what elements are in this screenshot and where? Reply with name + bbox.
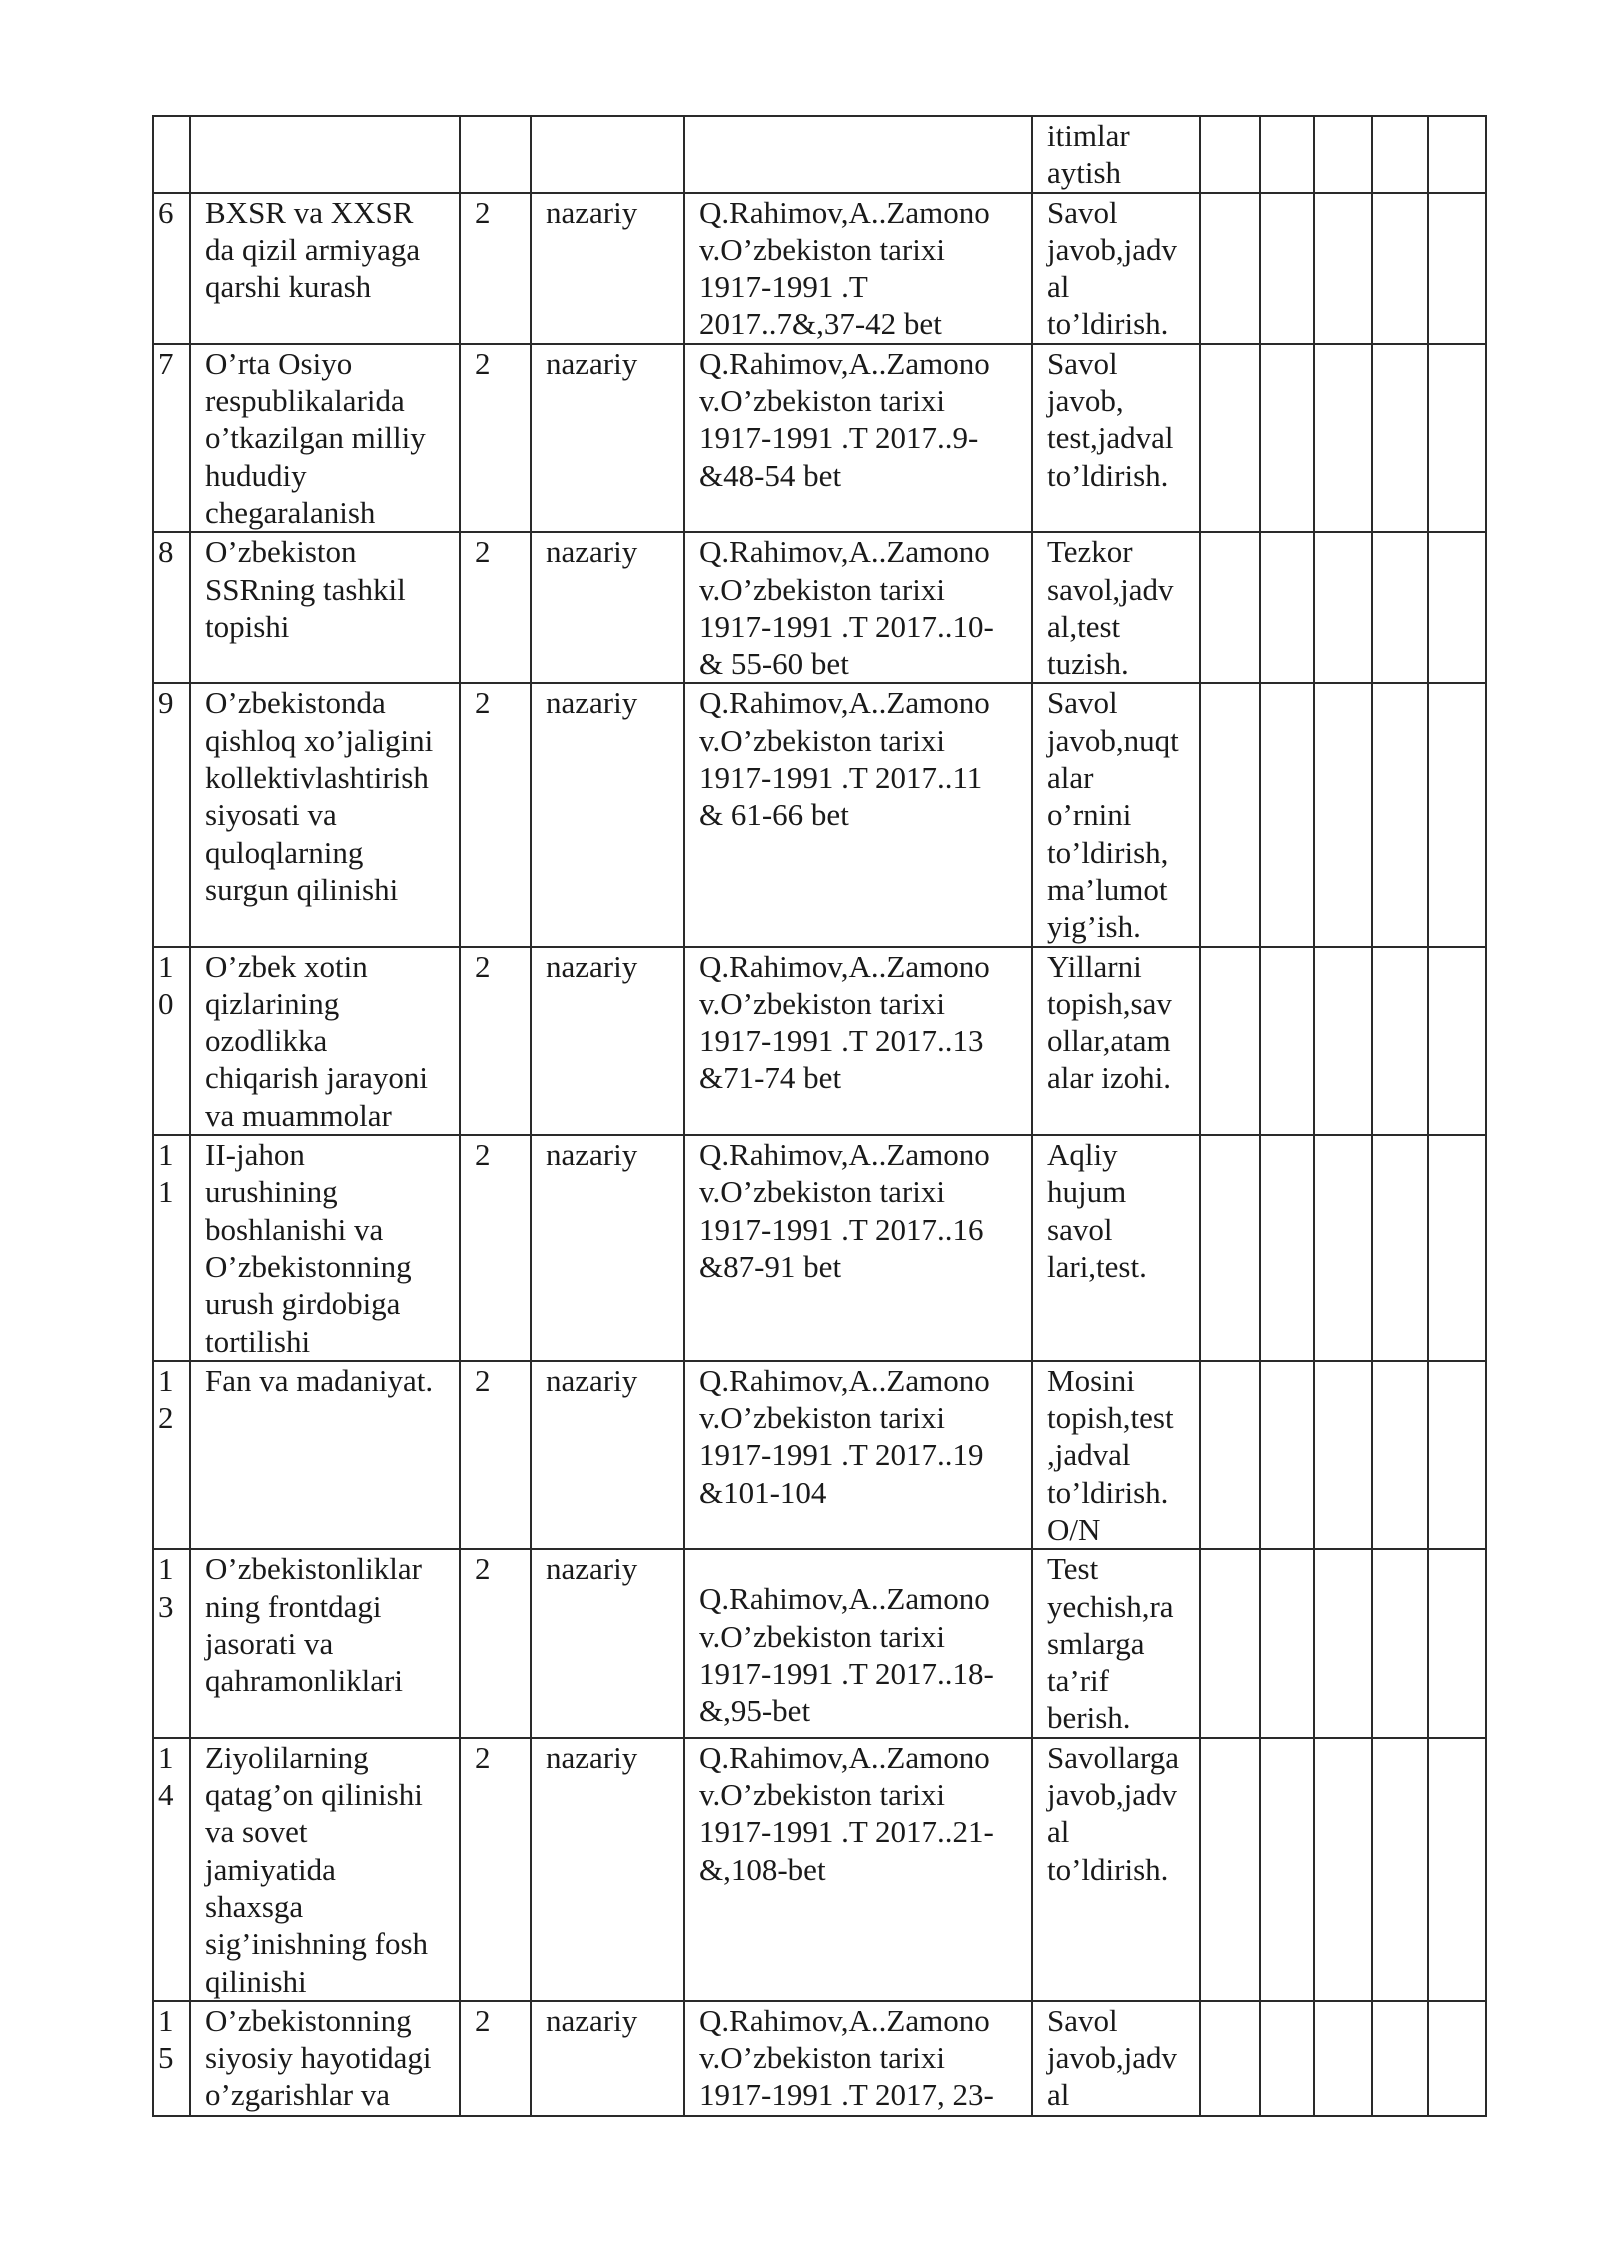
hours-cell-text: 2 bbox=[475, 2002, 491, 2038]
method-cell-text: itimlar aytish bbox=[1047, 118, 1130, 191]
empty-cell bbox=[1200, 683, 1260, 946]
lesson-type-cell-text: nazariy bbox=[546, 1551, 638, 1587]
empty-cell bbox=[1314, 1361, 1372, 1549]
row-number-text: 7 bbox=[158, 345, 174, 381]
method-cell-text: Tezkor savol,jadv al,test tuzish. bbox=[1047, 534, 1174, 682]
source-cell bbox=[684, 1135, 1032, 1361]
empty-cell bbox=[1314, 116, 1372, 193]
row-number-text: 1 4 bbox=[158, 1739, 174, 1813]
row-number-text: 1 1 bbox=[158, 1137, 174, 1210]
hours-cell bbox=[460, 2001, 531, 2116]
hours-cell-text: 2 bbox=[475, 1739, 491, 1775]
hours-cell bbox=[460, 1549, 531, 1737]
source-cell bbox=[684, 532, 1032, 683]
method-cell bbox=[1032, 1549, 1200, 1737]
empty-cell bbox=[1372, 683, 1428, 946]
table-row bbox=[153, 532, 1486, 683]
empty-cell bbox=[1314, 1738, 1372, 2001]
method-cell-text: Aqliy hujum savol lari,test. bbox=[1047, 1137, 1147, 1284]
topic-cell-text: O’rta Osiyo respublikalarida o’tkazilgan milliy hududiy chegaralanish bbox=[205, 345, 426, 530]
hours-cell-text: 2 bbox=[475, 948, 491, 984]
lesson-type-cell bbox=[531, 344, 684, 532]
lesson-type-cell bbox=[531, 116, 684, 193]
row-number bbox=[153, 1361, 190, 1549]
row-number bbox=[153, 116, 190, 193]
topic-cell-text: O’zbekistonda qishloq xo’jaligini kollektivlashtirish siyosati va quloqlarning surgun qilinishi bbox=[205, 685, 434, 907]
table-row bbox=[153, 683, 1486, 946]
row-number-text: 6 bbox=[158, 194, 174, 230]
row-number-text: 1 2 bbox=[158, 1362, 174, 1436]
source-cell-text: Q.Rahimov,A..Zamono v.O’zbekiston tarixi 1917-1991 .T 2017..19 &101-104 bbox=[699, 1362, 990, 1510]
row-number bbox=[153, 947, 190, 1135]
empty-cell bbox=[1428, 532, 1486, 683]
empty-cell bbox=[1314, 1549, 1372, 1737]
table-row bbox=[153, 116, 1486, 193]
empty-cell bbox=[1200, 344, 1260, 532]
table-row bbox=[153, 193, 1486, 344]
empty-cell bbox=[1428, 683, 1486, 946]
empty-cell bbox=[1200, 2001, 1260, 2116]
source-cell-text: Q.Rahimov,A..Zamono v.O’zbekiston tarixi 1917-1991 .T 2017, 23- bbox=[699, 2002, 994, 2113]
lesson-type-cell-text: nazariy bbox=[546, 345, 638, 381]
topic-cell bbox=[190, 344, 460, 532]
hours-cell-text: 2 bbox=[475, 685, 491, 721]
method-cell-text: Savol javob,jadv al bbox=[1047, 2002, 1177, 2113]
hours-cell-text: 2 bbox=[475, 345, 491, 381]
empty-cell bbox=[1260, 947, 1314, 1135]
method-cell bbox=[1032, 1361, 1200, 1549]
table-row bbox=[153, 2001, 1486, 2116]
empty-cell bbox=[1428, 1135, 1486, 1361]
source-cell bbox=[684, 344, 1032, 532]
hours-cell bbox=[460, 1738, 531, 2001]
source-cell bbox=[684, 947, 1032, 1135]
empty-cell bbox=[1314, 193, 1372, 344]
empty-cell bbox=[1428, 947, 1486, 1135]
method-cell bbox=[1032, 2001, 1200, 2116]
empty-cell bbox=[1372, 1135, 1428, 1361]
empty-cell bbox=[1314, 947, 1372, 1135]
empty-cell bbox=[1200, 116, 1260, 193]
topic-cell bbox=[190, 947, 460, 1135]
lesson-type-cell-text: nazariy bbox=[546, 1362, 638, 1398]
empty-cell bbox=[1372, 344, 1428, 532]
lesson-type-cell-text: nazariy bbox=[546, 194, 638, 230]
lesson-type-cell bbox=[531, 947, 684, 1135]
source-cell bbox=[684, 116, 1032, 193]
source-cell-text: Q.Rahimov,A..Zamono v.O’zbekiston tarixi 1917-1991 .T 2017..18- &,95-bet bbox=[699, 1581, 994, 1729]
lesson-type-cell bbox=[531, 532, 684, 683]
row-number bbox=[153, 1549, 190, 1737]
topic-cell bbox=[190, 1738, 460, 2001]
empty-cell bbox=[1260, 1738, 1314, 2001]
hours-cell bbox=[460, 947, 531, 1135]
lesson-type-cell bbox=[531, 2001, 684, 2116]
lesson-type-cell bbox=[531, 1549, 684, 1737]
hours-cell-text: 2 bbox=[475, 1137, 491, 1173]
empty-cell bbox=[1260, 1549, 1314, 1737]
source-cell-text: Q.Rahimov,A..Zamono v.O’zbekiston tarixi 1917-1991 .T 2017..7&,37-42 bet bbox=[699, 194, 990, 342]
hours-cell-text: 2 bbox=[475, 1551, 491, 1587]
lesson-plan-table bbox=[152, 115, 1487, 2117]
empty-cell bbox=[1372, 193, 1428, 344]
row-number bbox=[153, 532, 190, 683]
topic-cell-text: O’zbekiston SSRning tashkil topishi bbox=[205, 534, 406, 644]
method-cell-text: Test yechish,ra smlarga ta’rif berish. bbox=[1047, 1551, 1174, 1736]
method-cell-text: Yillarni topish,sav ollar,atam alar izohi. bbox=[1047, 948, 1172, 1096]
topic-cell-text: O’zbek xotin qizlarining ozodlikka chiqarish jarayoni va muammolar bbox=[205, 948, 428, 1133]
topic-cell-text: O’zbekistonning siyosiy hayotidagi o’zgarishlar va bbox=[205, 2002, 432, 2113]
hours-cell bbox=[460, 1135, 531, 1361]
lesson-type-cell bbox=[531, 1738, 684, 2001]
row-number-text: 1 3 bbox=[158, 1551, 174, 1624]
topic-cell bbox=[190, 193, 460, 344]
empty-cell bbox=[1314, 532, 1372, 683]
empty-cell bbox=[1372, 532, 1428, 683]
empty-cell bbox=[1200, 947, 1260, 1135]
table-row bbox=[153, 947, 1486, 1135]
source-cell-text: Q.Rahimov,A..Zamono v.O’zbekiston tarixi 1917-1991 .T 2017..21- &,108-bet bbox=[699, 1739, 994, 1887]
empty-cell bbox=[1428, 2001, 1486, 2116]
empty-cell bbox=[1200, 1549, 1260, 1737]
method-cell bbox=[1032, 1135, 1200, 1361]
empty-cell bbox=[1314, 2001, 1372, 2116]
lesson-type-cell-text: nazariy bbox=[546, 1137, 638, 1173]
hours-cell bbox=[460, 116, 531, 193]
table-row bbox=[153, 1361, 1486, 1549]
source-cell bbox=[684, 193, 1032, 344]
empty-cell bbox=[1372, 116, 1428, 193]
row-number bbox=[153, 193, 190, 344]
topic-cell bbox=[190, 1135, 460, 1361]
row-number bbox=[153, 1135, 190, 1361]
source-cell bbox=[684, 1361, 1032, 1549]
row-number bbox=[153, 344, 190, 532]
topic-cell-text: II-jahon urushining boshlanishi va O’zbekistonning urush girdobiga tortilishi bbox=[205, 1137, 412, 1359]
row-number-text: 1 5 bbox=[158, 2002, 174, 2076]
lesson-type-cell-text: nazariy bbox=[546, 534, 638, 570]
hours-cell bbox=[460, 1361, 531, 1549]
empty-cell bbox=[1372, 1738, 1428, 2001]
empty-cell bbox=[1260, 683, 1314, 946]
topic-cell-text: BXSR va XXSR da qizil armiyaga qarshi kurash bbox=[205, 194, 421, 305]
topic-cell-text: Ziyolilarning qatag’on qilinishi va sovet jamiyatida shaxsga sig’inishning fosh qilinishi bbox=[205, 1739, 429, 1999]
method-cell bbox=[1032, 116, 1200, 193]
empty-cell bbox=[1428, 116, 1486, 193]
row-number bbox=[153, 1738, 190, 2001]
hours-cell bbox=[460, 683, 531, 946]
row-number-text: 9 bbox=[158, 685, 174, 721]
topic-cell bbox=[190, 532, 460, 683]
empty-cell bbox=[1428, 1549, 1486, 1737]
method-cell bbox=[1032, 193, 1200, 344]
lesson-type-cell-text: nazariy bbox=[546, 948, 638, 984]
lesson-type-cell-text: nazariy bbox=[546, 685, 638, 721]
hours-cell-text: 2 bbox=[475, 1362, 491, 1398]
method-cell bbox=[1032, 344, 1200, 532]
source-cell-text: Q.Rahimov,A..Zamono v.O’zbekiston tarixi 1917-1991 .T 2017..11 & 61-66 bet bbox=[699, 685, 990, 833]
topic-cell bbox=[190, 1549, 460, 1737]
method-cell-text: Savol javob, test,jadval to’ldirish. bbox=[1047, 345, 1174, 493]
empty-cell bbox=[1372, 1361, 1428, 1549]
method-cell bbox=[1032, 1738, 1200, 2001]
lesson-type-cell bbox=[531, 1361, 684, 1549]
empty-cell bbox=[1372, 947, 1428, 1135]
row-number bbox=[153, 2001, 190, 2116]
row-number-text: 8 bbox=[158, 534, 174, 570]
table-row bbox=[153, 344, 1486, 532]
table-row bbox=[153, 1135, 1486, 1361]
table-row bbox=[153, 1738, 1486, 2001]
source-cell-text: Q.Rahimov,A..Zamono v.O’zbekiston tarixi 1917-1991 .T 2017..10- & 55-60 bet bbox=[699, 534, 994, 682]
lesson-type-cell-text: nazariy bbox=[546, 1739, 638, 1775]
hours-cell bbox=[460, 532, 531, 683]
empty-cell bbox=[1260, 193, 1314, 344]
empty-cell bbox=[1314, 1135, 1372, 1361]
empty-cell bbox=[1200, 193, 1260, 344]
empty-cell bbox=[1260, 1361, 1314, 1549]
topic-cell bbox=[190, 116, 460, 193]
topic-cell-text: Fan va madaniyat. bbox=[205, 1362, 434, 1398]
empty-cell bbox=[1260, 1135, 1314, 1361]
method-cell bbox=[1032, 683, 1200, 946]
method-cell-text: Savollarga javob,jadv al to’ldirish. bbox=[1047, 1739, 1180, 1887]
empty-cell bbox=[1372, 1549, 1428, 1737]
empty-cell bbox=[1260, 532, 1314, 683]
source-cell-text: Q.Rahimov,A..Zamono v.O’zbekiston tarixi 1917-1991 .T 2017..9- &48-54 bet bbox=[699, 345, 990, 493]
source-cell-text: Q.Rahimov,A..Zamono v.O’zbekiston tarixi 1917-1991 .T 2017..16 &87-91 bet bbox=[699, 1137, 990, 1284]
topic-cell bbox=[190, 2001, 460, 2116]
hours-cell bbox=[460, 193, 531, 344]
empty-cell bbox=[1260, 116, 1314, 193]
lesson-type-cell-text: nazariy bbox=[546, 2002, 638, 2038]
method-cell-text: Savol javob,jadv al to’ldirish. bbox=[1047, 194, 1177, 342]
table-row bbox=[153, 1549, 1486, 1737]
empty-cell bbox=[1428, 1738, 1486, 2001]
lesson-type-cell bbox=[531, 683, 684, 946]
empty-cell bbox=[1428, 193, 1486, 344]
method-cell-text: Mosini topish,test ,jadval to’ldirish. O/N bbox=[1047, 1362, 1174, 1547]
empty-cell bbox=[1314, 683, 1372, 946]
empty-cell bbox=[1428, 1361, 1486, 1549]
empty-cell bbox=[1200, 1738, 1260, 2001]
method-cell bbox=[1032, 532, 1200, 683]
method-cell-text: Savol javob,nuqt alar o’rnini to’ldirish, ma’lumot yig’ish. bbox=[1047, 685, 1179, 945]
topic-cell bbox=[190, 683, 460, 946]
empty-cell bbox=[1200, 1361, 1260, 1549]
source-cell bbox=[684, 683, 1032, 946]
empty-cell bbox=[1372, 2001, 1428, 2116]
source-cell-text: Q.Rahimov,A..Zamono v.O’zbekiston tarixi 1917-1991 .T 2017..13 &71-74 bet bbox=[699, 948, 990, 1096]
hours-cell-text: 2 bbox=[475, 194, 491, 230]
source-cell bbox=[684, 1738, 1032, 2001]
source-cell bbox=[684, 2001, 1032, 2116]
empty-cell bbox=[1314, 344, 1372, 532]
source-cell bbox=[684, 1549, 1032, 1737]
topic-cell bbox=[190, 1361, 460, 1549]
topic-cell-text: O’zbekistonliklar ning frontdagi jasorati va qahramonliklari bbox=[205, 1551, 422, 1699]
hours-cell-text: 2 bbox=[475, 534, 491, 570]
hours-cell bbox=[460, 344, 531, 532]
empty-cell bbox=[1260, 344, 1314, 532]
empty-cell bbox=[1200, 1135, 1260, 1361]
empty-cell bbox=[1200, 532, 1260, 683]
method-cell bbox=[1032, 947, 1200, 1135]
row-number-text: 1 0 bbox=[158, 948, 174, 1021]
empty-cell bbox=[1428, 344, 1486, 532]
lesson-type-cell bbox=[531, 1135, 684, 1361]
lesson-type-cell bbox=[531, 193, 684, 344]
empty-cell bbox=[1260, 2001, 1314, 2116]
row-number bbox=[153, 683, 190, 946]
